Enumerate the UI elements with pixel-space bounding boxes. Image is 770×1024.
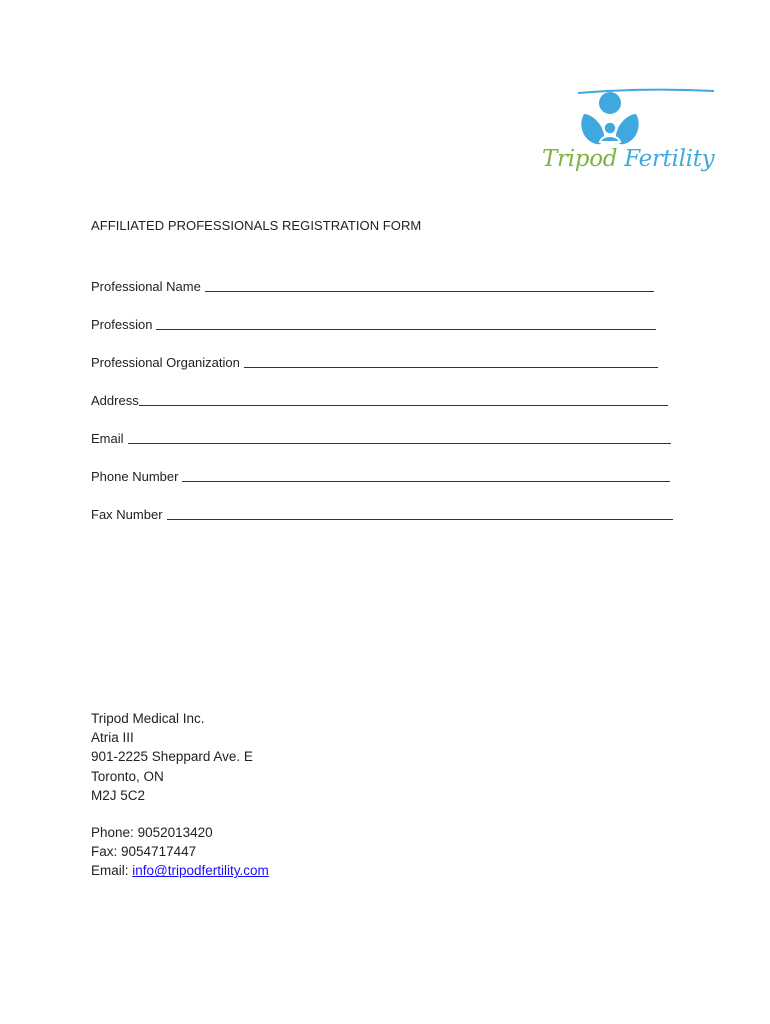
field-phone-number[interactable] bbox=[91, 464, 670, 484]
field-line[interactable] bbox=[244, 353, 658, 368]
field-label: Phone Number bbox=[91, 469, 179, 484]
fax-line bbox=[91, 842, 269, 861]
field-profession[interactable] bbox=[91, 312, 656, 332]
email-label: Email: bbox=[91, 863, 129, 879]
phone-label: Phone: bbox=[91, 825, 134, 841]
email-line bbox=[91, 861, 269, 880]
field-fax-number[interactable] bbox=[91, 502, 673, 522]
phone-line bbox=[91, 823, 269, 842]
fax-label: Fax: bbox=[91, 844, 118, 860]
field-line[interactable] bbox=[205, 277, 654, 292]
city-province: Toronto, ON bbox=[91, 768, 164, 784]
field-label: Email bbox=[91, 431, 124, 446]
field-line[interactable] bbox=[182, 467, 670, 482]
logo-swoosh bbox=[576, 88, 716, 96]
field-label: Professional Name bbox=[91, 279, 201, 294]
fax-value: 9054717447 bbox=[121, 844, 197, 860]
street-address: 901-2225 Sheppard Ave. E bbox=[91, 749, 253, 765]
email-link[interactable]: info@tripodfertility.com bbox=[132, 863, 269, 879]
field-line[interactable] bbox=[156, 315, 656, 330]
family-icon bbox=[576, 88, 648, 148]
field-email[interactable] bbox=[91, 426, 671, 446]
field-label: Profession bbox=[91, 317, 153, 332]
field-line[interactable] bbox=[128, 429, 671, 444]
building-name: Atria III bbox=[91, 730, 134, 746]
field-professional-organization[interactable] bbox=[91, 350, 658, 370]
field-line[interactable] bbox=[167, 505, 673, 520]
phone-value: 9052013420 bbox=[137, 825, 213, 841]
logo-word-tripod: Tripod bbox=[542, 146, 618, 172]
tripod-fertility-logo bbox=[538, 88, 715, 184]
contact-block bbox=[91, 709, 269, 881]
company-name: Tripod Medical Inc. bbox=[91, 711, 205, 726]
field-address[interactable] bbox=[91, 388, 668, 408]
form-title: AFFILIATED PROFESSIONALS REGISTRATION FORM bbox=[91, 218, 422, 233]
field-label: Fax Number bbox=[91, 507, 163, 522]
field-line[interactable] bbox=[139, 391, 668, 406]
postal-code: M2J 5C2 bbox=[91, 787, 146, 803]
field-label: Professional Organization bbox=[91, 355, 240, 370]
logo-word-fertility: Fertility bbox=[624, 146, 715, 172]
field-professional-name[interactable] bbox=[91, 274, 654, 294]
logo-wordmark bbox=[542, 146, 714, 172]
field-label: Address bbox=[91, 393, 139, 408]
